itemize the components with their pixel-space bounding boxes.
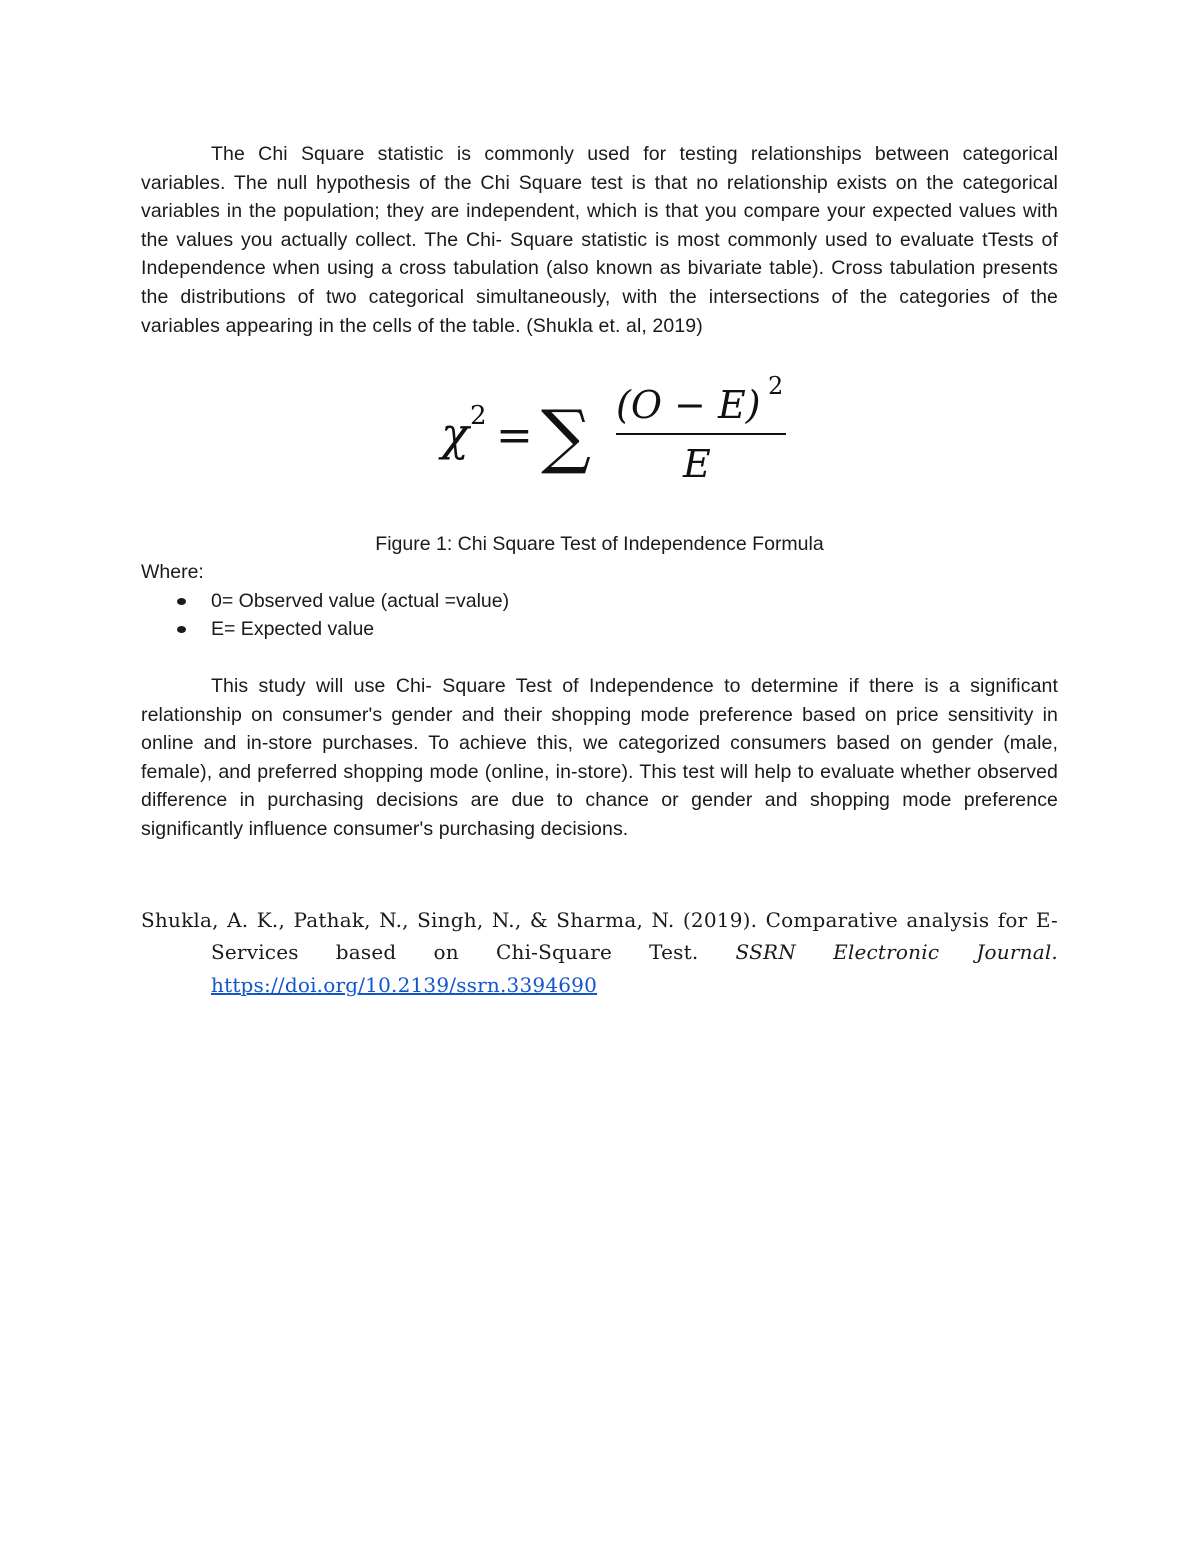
chi-symbol: χ	[441, 407, 469, 462]
list-item-text: 0= Observed value (actual =value)	[211, 589, 510, 612]
chi-exponent: 2	[470, 401, 487, 432]
bullet-icon	[177, 598, 186, 605]
numerator: (O − E)	[616, 383, 761, 428]
equals-sign: =	[496, 410, 533, 462]
intro-paragraph: The Chi Square statistic is commonly used for testing relationships between categorical variables. The null hypothesis of the Chi Square test is that no relationship exists on the categorical variables in the population; they are independent, which is that you compare your expected values with the values you actually collect. The Chi- Square statistic is most commonly used to evaluate tTests of Independence when using a cross tabulation (also known as bivariate table). Cross tabulation presents the distributions of two categorical simultaneously, with the intersections of the categories of the variables appearing in the cells of the table. (Shukla et. al, 2019)	[141, 143, 1058, 337]
list-item	[141, 615, 1058, 644]
document-page	[141, 140, 1058, 1021]
reference-entry	[141, 904, 1058, 1002]
reference-doi-link[interactable]: https://doi.org/10.2139/ssrn.3394690	[211, 972, 598, 997]
list-item-text: E= Expected value	[211, 618, 375, 641]
sigma-symbol: ∑	[541, 395, 591, 478]
where-label: Where:	[141, 561, 204, 584]
denominator: E	[683, 442, 711, 487]
numerator-exponent: 2	[768, 372, 784, 401]
figure-caption: Figure 1: Chi Square Test of Independence Formula	[375, 533, 824, 556]
list-item	[141, 587, 1058, 616]
bullet-icon	[177, 626, 186, 633]
reference-authors-title: Shukla, A. K., Pathak, N., Singh, N., & Sharma, N. (2019). Comparative analysis for E-Services based on Chi-Square Test.	[141, 907, 1058, 964]
chi-square-formula	[141, 372, 1058, 522]
formula-graphic	[436, 372, 796, 502]
study-paragraph: This study will use Chi- Square Test of Independence to determine if there is a significant relationship on consumer's gender and their shopping mode preference based on price sensitivity in online and in-store purchases. To achieve this, we categorized consumers based on gender (male, female), and preferred shopping mode (online, in-store). This test will help to evaluate whether observed difference in purchasing decisions are due to chance or gender and shopping mode preference significantly influence consumer's purchasing decisions.	[141, 674, 1058, 840]
definition-list	[141, 587, 1058, 644]
reference-journal: SSRN Electronic Journal.	[735, 940, 1058, 964]
